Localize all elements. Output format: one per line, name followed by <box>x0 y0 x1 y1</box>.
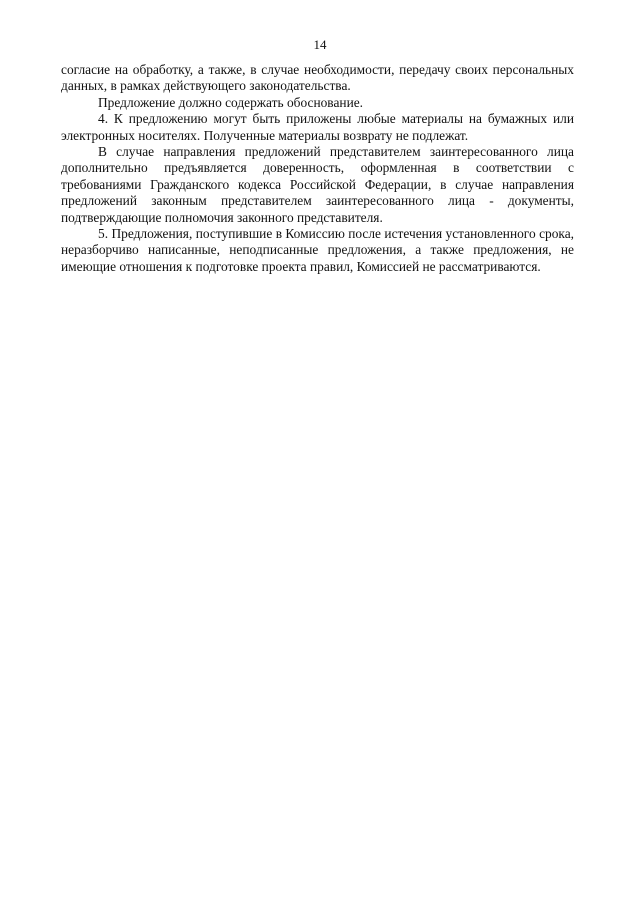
paragraph-rejection-rules: 5. Предложения, поступившие в Комиссию после истечения установленного срока, неразборчиво написанные, неподписанные предложения, а также предложения, не имеющие отношения к подготовке проекта правил, Комиссией не рассматриваются. <box>61 226 574 274</box>
paragraph-representative: В случае направления предложений представителем заинтересованного лица дополнительно предъявляется доверенность, оформленная в соответствии с требованиями Гражданского кодекса Российской Федерации, в случае направления предложений законным представителем заинтересованного лица - документы, подтверждающие полномочия законного представителя. <box>61 144 574 225</box>
paragraph-justification: Предложение должно содержать обоснование. <box>98 94 364 110</box>
paragraph-attachments: 4. К предложению могут быть приложены любые материалы на бумажных или электронных носителях. Полученные материалы возврату не подлежат. <box>61 111 574 143</box>
document-body <box>61 62 574 275</box>
page-number: 14 <box>313 37 327 52</box>
paragraph-consent-continuation: согласие на обработку, а также, в случае необходимости, передачу своих персональных данных, в рамках действующего законодательства. <box>61 62 574 94</box>
